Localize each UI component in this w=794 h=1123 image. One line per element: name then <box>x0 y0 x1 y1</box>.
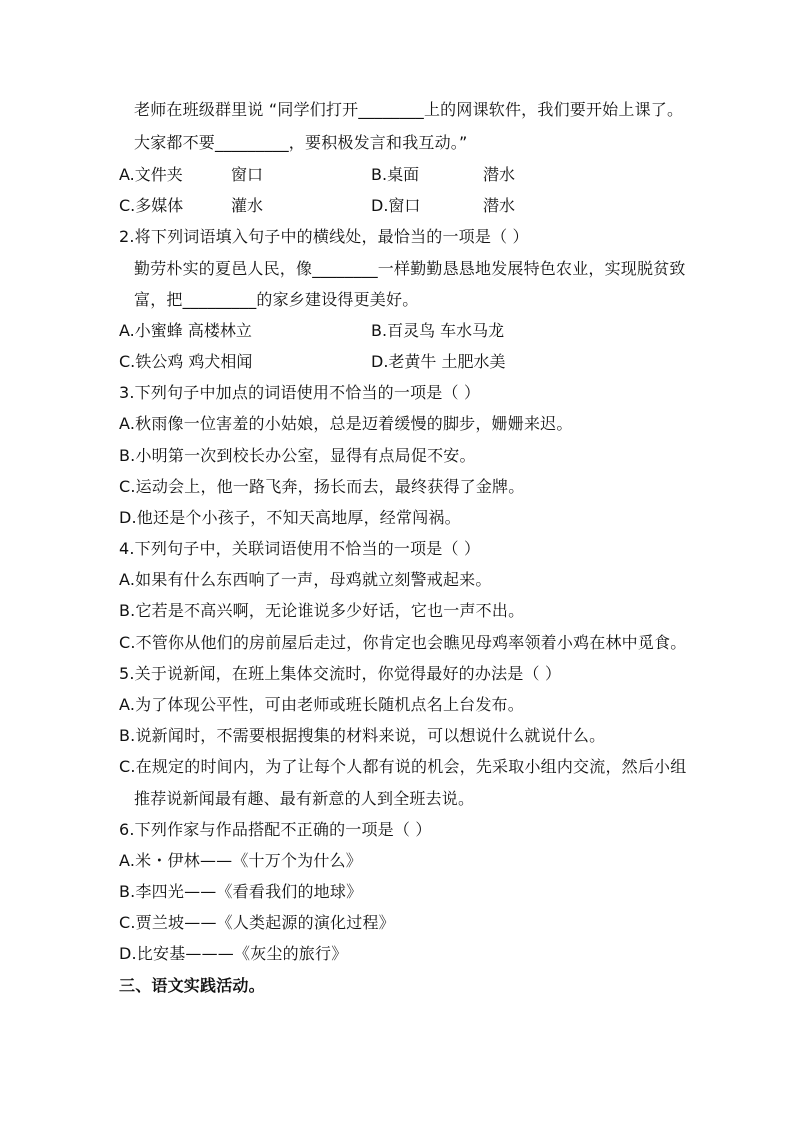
intro-option-c: C.多媒体 <box>119 196 184 215</box>
question-5-option-b: B.说新闻时，不需要根据搜集的材料来说，可以想说什么就说什么。 <box>119 726 606 745</box>
intro-line-2: 大家都不要_________，要积极发言和我互动。” <box>134 133 468 152</box>
question-2-option-d: D.老黄牛 土肥水美 <box>371 352 506 371</box>
question-6-stem: 6.下列作家与作品搭配不正确的一项是（ ） <box>119 820 432 839</box>
question-2-option-a: A.小蜜蜂 高楼林立 <box>119 321 252 340</box>
question-4-option-b: B.它若是不高兴啊，无论谁说多少好话，它也一声不出。 <box>119 601 525 620</box>
section-3-heading: 三、语文实践活动。 <box>119 976 265 995</box>
question-2-sentence-1: 勤劳朴实的夏邑人民，像________一样勤勤恳恳地发展特色农业，实现脱贫致 <box>134 259 686 278</box>
question-5-option-c-line-1: C.在规定的时间内，为了让每个人都有说的机会，先采取小组内交流，然后小组 <box>119 757 687 776</box>
question-5-option-c-line-2: 推荐说新闻最有趣、最有新意的人到全班去说。 <box>134 789 475 808</box>
question-6-option-b: B.李四光——《看看我们的地球》 <box>119 882 363 901</box>
question-4-option-c: C.不管你从他们的房前屋后走过，你肯定也会瞧见母鸡率领着小鸡在林中觅食。 <box>119 633 687 652</box>
intro-option-d-word: 潜水 <box>483 196 516 215</box>
question-6-option-c: C.贾兰坡——《人类起源的演化过程》 <box>119 913 395 932</box>
question-6-option-d: D.比安基———《灰尘的旅行》 <box>119 944 348 963</box>
question-6-option-a: A.米・伊林——《十万个为什么》 <box>119 851 362 870</box>
intro-option-a-word: 窗口 <box>231 165 264 184</box>
question-2-stem: 2.将下列词语填入句子中的横线处，最恰当的一项是（ ） <box>119 227 529 246</box>
intro-line-1: 老师在班级群里说 “同学们打开________上的网课软件，我们要开始上课了。 <box>134 100 684 119</box>
intro-option-b-word: 潜水 <box>483 165 516 184</box>
question-3-option-b: B.小明第一次到校长办公室，显得有点局促不安。 <box>119 446 476 465</box>
intro-option-d: D.窗口 <box>371 196 421 215</box>
question-3-option-a: A.秋雨像一位害羞的小姑娘，总是迈着缓慢的脚步，姗姗来迟。 <box>119 414 573 433</box>
question-3-option-c: C.运动会上，他一路飞奔，扬长而去，最终获得了金牌。 <box>119 477 525 496</box>
question-5-option-a: A.为了体现公平性，可由老师或班长随机点名上台发布。 <box>119 695 524 714</box>
question-2-sentence-2: 富，把_________的家乡建设得更美好。 <box>134 290 419 309</box>
question-4-stem: 4.下列句子中，关联词语使用不恰当的一项是（ ） <box>119 539 481 558</box>
question-2-option-c: C.铁公鸡 鸡犬相闻 <box>119 352 253 371</box>
intro-option-c-word: 灌水 <box>231 196 264 215</box>
question-5-stem: 5.关于说新闻，在班上集体交流时，你觉得最好的办法是（ ） <box>119 664 562 683</box>
question-3-stem: 3.下列句子中加点的词语使用不恰当的一项是（ ） <box>119 383 481 402</box>
intro-option-b: B.桌面 <box>371 165 420 184</box>
question-3-option-d: D.他还是个小孩子，不知天高地厚，经常闯祸。 <box>119 508 461 527</box>
intro-option-a: A.文件夹 <box>119 165 183 184</box>
question-2-option-b: B.百灵鸟 车水马龙 <box>371 321 505 340</box>
question-4-option-a: A.如果有什么东西响了一声，母鸡就立刻警戒起来。 <box>119 570 492 589</box>
